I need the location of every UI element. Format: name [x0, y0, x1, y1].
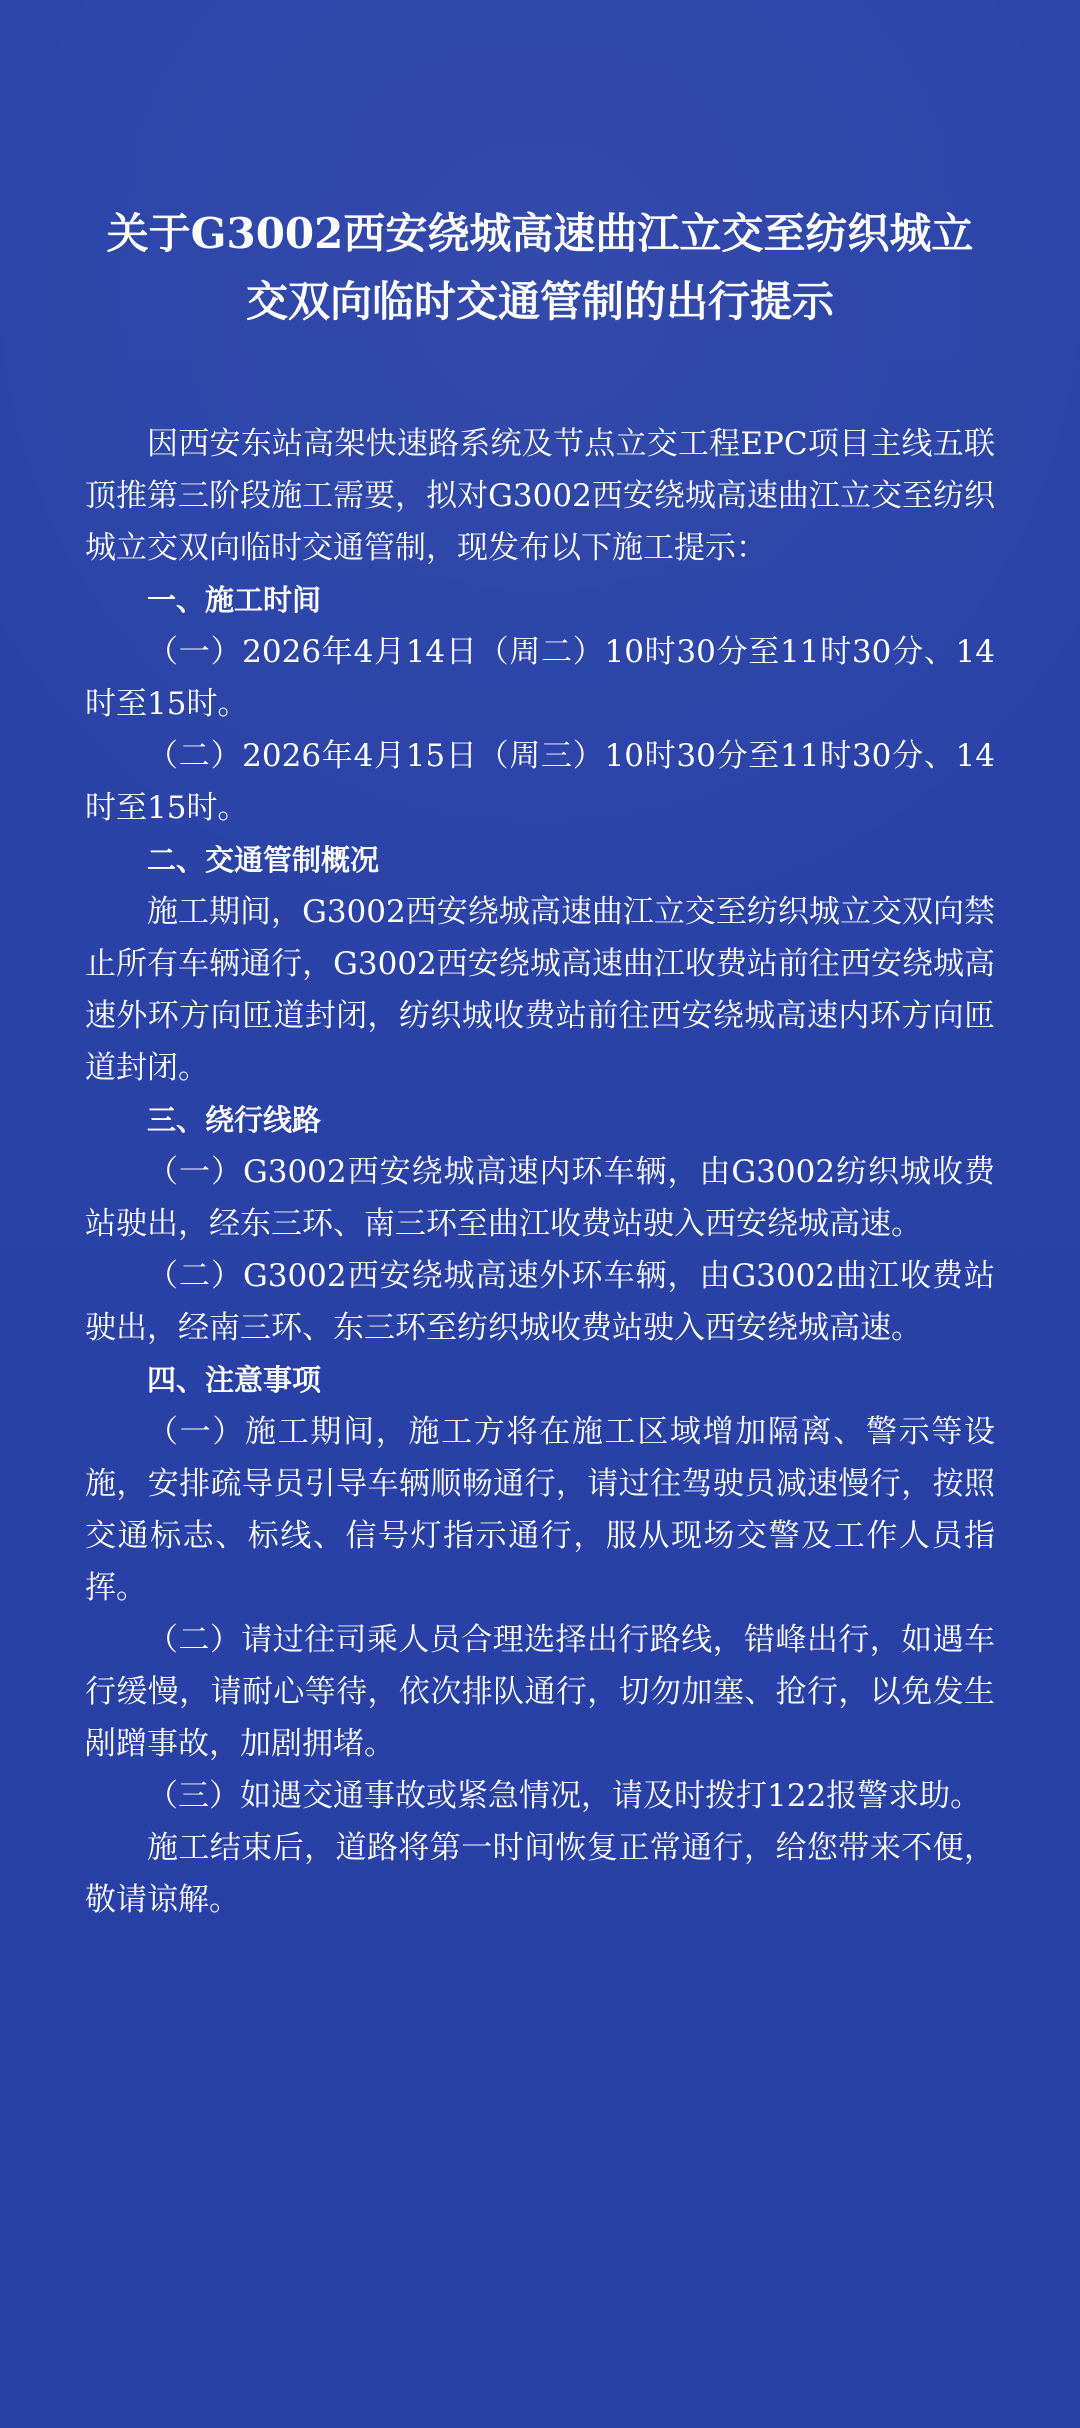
notice-title-line-2: 交双向临时交通管制的出行提示 — [245, 277, 834, 326]
closing-paragraph: 施工结束后，道路将第一时间恢复正常通行，给您带来不便，敬请谅解。 — [85, 1830, 995, 1918]
detour-route-outer-ring: （二）G3002西安绕城高速外环车辆，由G3002曲江收费站驶出，经南三环、东三环至纺织城收费站驶入西安绕城高速。 — [85, 1258, 995, 1346]
intro-paragraph: 因西安东站高架快速路系统及节点立交工程EPC项目主线五联顶推第三阶段施工需要，拟对G3002西安绕城高速曲江立交至纺织城立交双向临时交通管制，现发布以下施工提示： — [85, 426, 995, 566]
traffic-control-summary: 施工期间，G3002西安绕城高速曲江立交至纺织城立交双向禁止所有车辆通行，G3002西安绕城高速曲江收费站前往西安绕城高速外环方向匝道封闭，纺织城收费站前往西安绕城高速内环方向匝道封闭。 — [85, 894, 995, 1086]
section-heading-traffic-control: 二、交通管制概况 — [147, 843, 380, 877]
construction-time-second: （二）2026年4月15日（周三）10时30分至11时30分、14时至15时。 — [85, 738, 995, 826]
notes-paragraph-1: （一）施工期间，施工方将在施工区域增加隔离、警示等设施，安排疏导员引导车辆顺畅通行，请过往驾驶员减速慢行，按照交通标志、标线、信号灯指示通行，服从现场交警及工作人员指挥。 — [85, 1414, 995, 1606]
section-heading-notes: 四、注意事项 — [147, 1363, 322, 1397]
notice-title-line-1: 关于G3002西安绕城高速曲江立交至纺织城立 — [106, 209, 974, 258]
notes-paragraph-3: （三）如遇交通事故或紧急情况，请及时拨打122报警求助。 — [147, 1778, 982, 1814]
notice-body — [85, 418, 995, 1926]
section-heading-detour-routes: 三、绕行线路 — [147, 1103, 322, 1137]
notes-paragraph-2: （二）请过往司乘人员合理选择出行路线，错峰出行，如遇车行缓慢，请耐心等待，依次排队通行，切勿加塞、抢行，以免发生剐蹭事故，加剧拥堵。 — [85, 1622, 995, 1762]
section-heading-construction-time: 一、施工时间 — [147, 583, 322, 617]
detour-route-inner-ring: （一）G3002西安绕城高速内环车辆，由G3002纺织城收费站驶出，经东三环、南三环至曲江收费站驶入西安绕城高速。 — [85, 1154, 995, 1242]
construction-time-first: （一）2026年4月14日（周二）10时30分至11时30分、14时至15时。 — [85, 634, 995, 722]
notice-title — [85, 200, 995, 336]
